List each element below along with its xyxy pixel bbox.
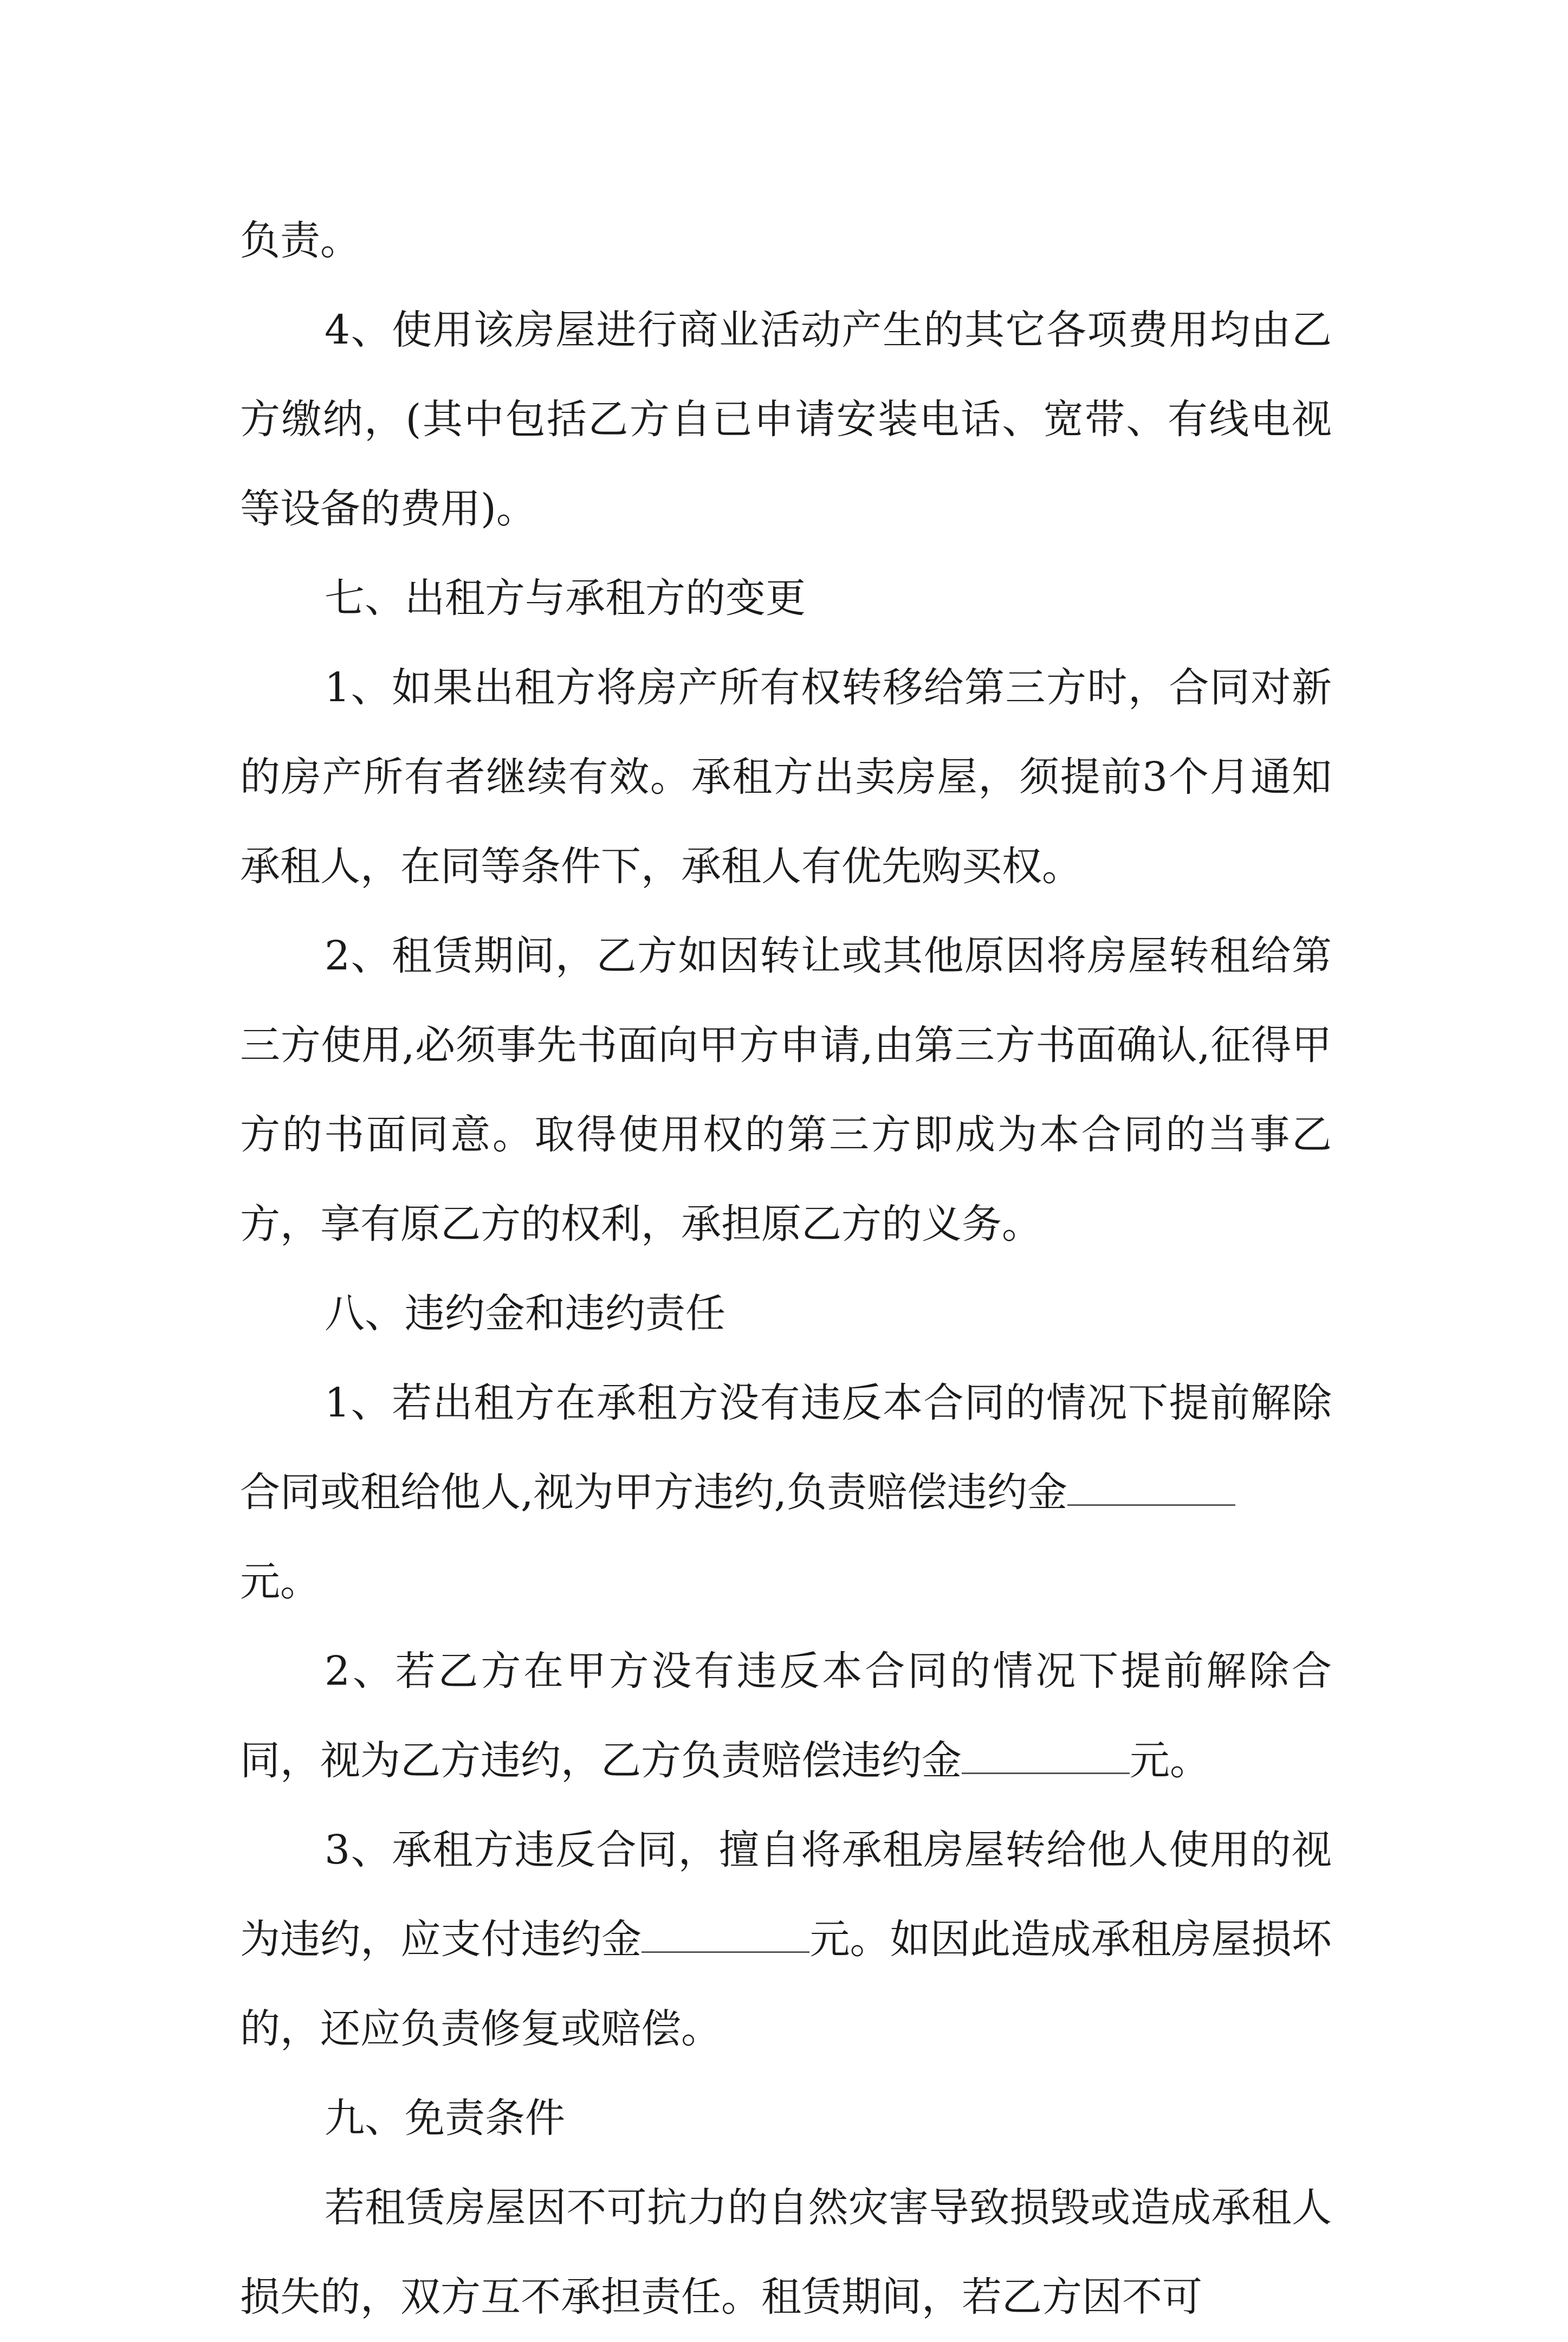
paragraph-text: 元。如因此造成承租房屋损坏的，还应负责修复或赔偿。: [240, 1916, 1332, 2052]
document-body: [240, 196, 1332, 2342]
fill-in-blank: [642, 1916, 809, 1953]
heading-text: 九、免责条件: [325, 2095, 565, 2142]
section-heading-8: [240, 1269, 1332, 1358]
paragraph-text: 1、如果出租方将房产所有权转移给第三方时，合同对新的房产所有者继续有效。承租方出卖房屋，须提前3个月通知承租人，在同等条件下，承租人有优先购买权。: [240, 664, 1332, 890]
paragraph-text: 4、使用该房屋进行商业活动产生的其它各项费用均由乙方缴纳，(其中包括乙方自已申请安装电话、宽带、有线电视等设备的费用)。: [240, 307, 1332, 532]
paragraph-clause-8-1: [240, 1358, 1332, 1627]
heading-text: 八、违约金和违约责任: [325, 1290, 725, 1337]
paragraph-text: 2、租赁期间，乙方如因转让或其他原因将房屋转租给第三方使用,必须事先书面向甲方申请,由第三方书面确认,征得甲方的书面同意。取得使用权的第三方即成为本合同的当事乙方，享有原乙方的权利，承担原乙方的义务。: [240, 933, 1332, 1247]
paragraph-clause-6-4: [240, 286, 1332, 554]
heading-text: 七、出租方与承租方的变更: [325, 575, 806, 622]
paragraph-text: 元。: [240, 1558, 320, 1605]
paragraph-text: 元。: [1130, 1737, 1210, 1784]
paragraph-clause-8-2: [240, 1627, 1332, 1806]
paragraph-text: 3、承租方违反合同，擅自将承租房屋转给他人使用的视为违约，应支付违约金: [240, 1827, 1332, 1963]
paragraph-text: 若租赁房屋因不可抗力的自然灾害导致损毁或造成承租人损失的，双方互不承担责任。租赁期间，若乙方因不可: [240, 2184, 1332, 2320]
paragraph-clause-9-body: [240, 2163, 1332, 2342]
paragraph-text: 负责。: [240, 217, 360, 264]
paragraph-clause-7-2: [240, 911, 1332, 1269]
section-heading-9: [240, 2074, 1332, 2163]
paragraph-continuation: [240, 196, 1332, 286]
fill-in-blank: [962, 1737, 1130, 1774]
paragraph-text: 2、若乙方在甲方没有违反本合同的情况下提前解除合同，视为乙方违约，乙方负责赔偿违约金: [240, 1648, 1332, 1784]
section-heading-7: [240, 554, 1332, 643]
paragraph-clause-8-3: [240, 1806, 1332, 2074]
paragraph-text: 1、若出租方在承租方没有违反本合同的情况下提前解除合同或租给他人,视为甲方违约,负责赔偿违约金: [240, 1380, 1332, 1516]
fill-in-blank: [1067, 1468, 1235, 1506]
paragraph-clause-7-1: [240, 643, 1332, 911]
